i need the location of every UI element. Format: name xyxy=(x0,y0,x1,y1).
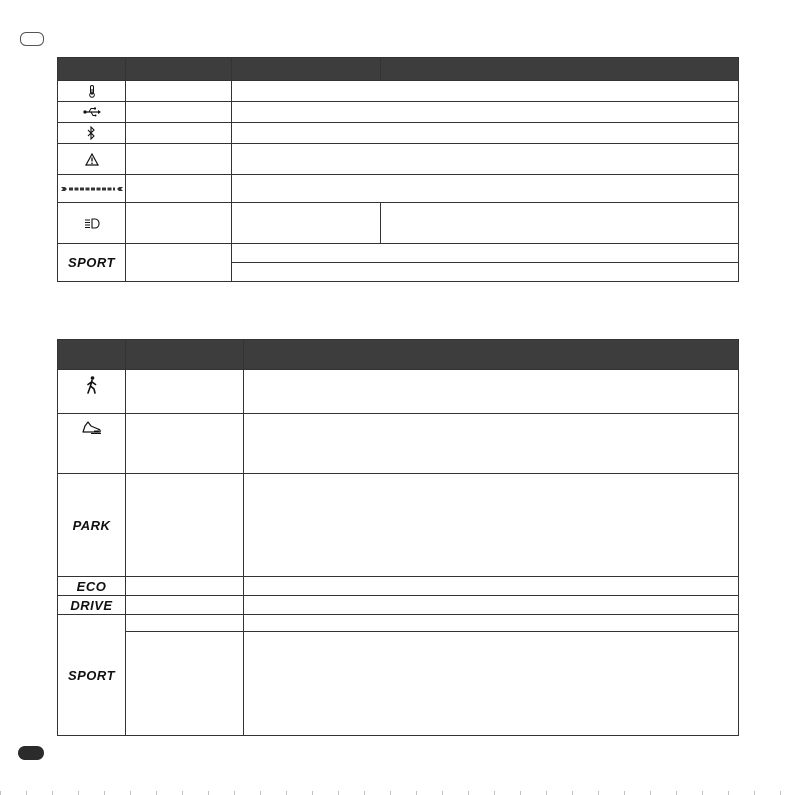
row-description xyxy=(244,474,739,577)
row-label xyxy=(126,596,244,615)
table-header-row xyxy=(58,58,739,81)
usb-icon xyxy=(58,102,126,123)
table-row xyxy=(58,244,739,263)
header-cell xyxy=(244,340,739,370)
row-description xyxy=(244,632,739,736)
warning-triangle-icon xyxy=(58,144,126,175)
header-cell xyxy=(58,58,126,81)
eco-mode-label: ECO xyxy=(58,577,126,596)
table-row xyxy=(58,474,739,577)
table-header-row xyxy=(58,340,739,370)
table-row xyxy=(58,632,739,736)
row-description xyxy=(244,615,739,632)
row-label xyxy=(126,144,232,175)
thermometer-icon xyxy=(58,81,126,102)
row-label xyxy=(126,81,232,102)
row-label xyxy=(126,244,232,282)
header-cell xyxy=(381,58,739,81)
row-label xyxy=(126,474,244,577)
table-row xyxy=(58,123,739,144)
row-description-a xyxy=(232,203,381,244)
headlight-icon xyxy=(58,203,126,244)
table-row xyxy=(58,577,739,596)
row-description-b xyxy=(381,203,739,244)
row-description xyxy=(244,577,739,596)
sport-mode-label: SPORT xyxy=(58,615,126,736)
table-row xyxy=(58,144,739,175)
dashed-bar-icon xyxy=(58,175,126,203)
row-label xyxy=(126,175,232,203)
crop-marks xyxy=(0,791,795,795)
row-description xyxy=(232,81,739,102)
table-row xyxy=(58,370,739,414)
row-description xyxy=(232,123,739,144)
table-row xyxy=(58,102,739,123)
row-description xyxy=(232,244,739,263)
row-description xyxy=(232,263,739,282)
row-description xyxy=(244,370,739,414)
row-label xyxy=(126,615,244,632)
table-row xyxy=(58,414,739,474)
table-row xyxy=(58,203,739,244)
shoe-icon xyxy=(58,414,126,474)
park-mode-label: PARK xyxy=(58,474,126,577)
header-cell xyxy=(58,340,126,370)
walking-person-icon xyxy=(58,370,126,414)
header-cell xyxy=(126,58,232,81)
header-cell xyxy=(232,58,381,81)
row-label xyxy=(126,203,232,244)
row-label xyxy=(126,414,244,474)
sport-mode-label: SPORT xyxy=(58,244,126,282)
table-row xyxy=(58,81,739,102)
row-label xyxy=(126,577,244,596)
row-label xyxy=(126,102,232,123)
row-description xyxy=(232,144,739,175)
row-description xyxy=(232,102,739,123)
language-badge xyxy=(20,32,44,46)
row-description xyxy=(232,175,739,203)
driving-modes-table xyxy=(57,339,739,736)
page-number-tab xyxy=(18,746,44,760)
table-row xyxy=(58,175,739,203)
status-icons-table xyxy=(57,57,739,282)
row-label xyxy=(126,123,232,144)
table-row xyxy=(58,615,739,632)
drive-mode-label: DRIVE xyxy=(58,596,126,615)
row-description xyxy=(244,596,739,615)
row-label xyxy=(126,632,244,736)
header-cell xyxy=(126,340,244,370)
row-label xyxy=(126,370,244,414)
bluetooth-icon xyxy=(58,123,126,144)
table-row xyxy=(58,596,739,615)
row-description xyxy=(244,414,739,474)
